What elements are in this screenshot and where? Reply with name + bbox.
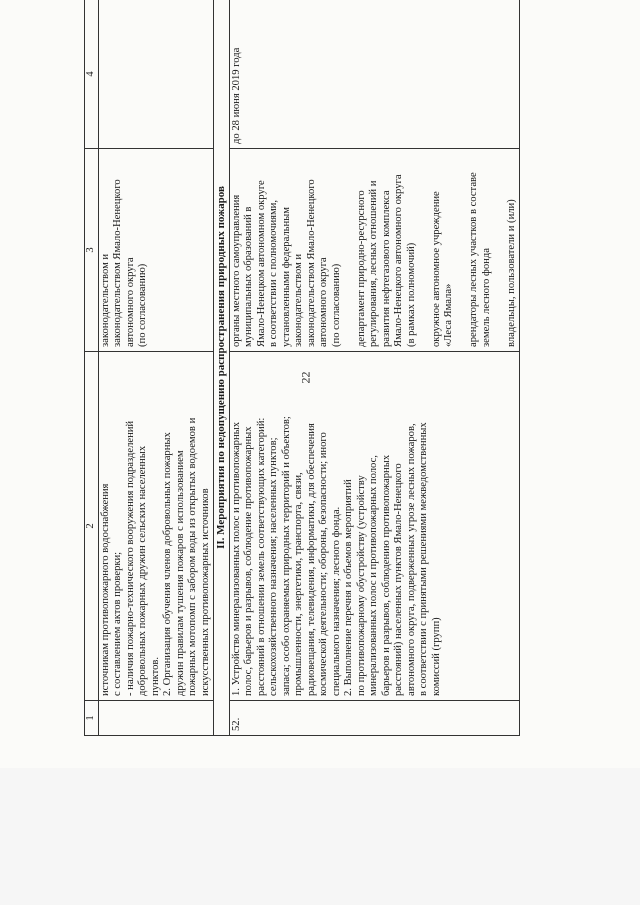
spacer (456, 153, 469, 347)
text-line: в соответствии с полномочиями, (268, 199, 279, 347)
text-line: - наличия пожарно-технического вооружения подразделений (124, 420, 136, 696)
text-line: законодательством и (293, 253, 304, 347)
header-row (85, 0, 99, 736)
text-line: регулирования, лесных отношений и (368, 180, 379, 347)
text-line: промышленности, энергетики, транспорта, связи, (293, 472, 304, 696)
text-line: добровольных пожарных дружин сельских населенных (137, 445, 148, 696)
text-line: департамент природно-ресурсного (355, 190, 367, 347)
text-line: 2. Выполнение перечня и объемов мероприятий (343, 479, 354, 696)
text-line: (по согласованию) (330, 263, 342, 347)
cell-measures-52 (229, 352, 520, 701)
table-row-continued (98, 0, 214, 736)
text-line: законодательством и (99, 253, 111, 347)
text-line: развития нефтегазового комплекса (380, 190, 392, 347)
text-line: минерализованных полос и противопожарных полос, (368, 455, 379, 696)
cell-num-continued (98, 701, 214, 736)
measures-table (84, 0, 520, 736)
text-line: пожарных мотопомп с забором воды из открытых водоемов и (187, 417, 198, 696)
table-row-52 (229, 0, 520, 736)
text-line: источникам противопожарного водоснабжения (99, 483, 111, 696)
spacer (493, 153, 506, 347)
section-title: II. Мероприятия по недопущению распространения природных пожаров (214, 0, 230, 736)
page-number: 22 (298, 371, 313, 384)
rotated-table-container (84, 36, 640, 736)
text-line: комиссий (групп) (430, 617, 442, 696)
text-line: полос, барьеров и разрывов, соблюдение противопожарных (243, 426, 254, 696)
text-line: (по согласованию) (137, 263, 148, 347)
cell-deadline-continued (98, 0, 214, 149)
text-line: Ямало-Ненецком автономном округе (255, 180, 267, 347)
text-line: 1. Устройство минерализованных полос и противопожарных (230, 421, 242, 696)
text-line: 2. Организация обучения членов добровольных пожарных (162, 432, 173, 696)
text-line: муниципальных образований в (243, 206, 254, 347)
text-line: автономного округа (124, 257, 136, 347)
text-line: космической деятельности; обороны, безопасности; иного (318, 432, 329, 696)
text-line: законодательством Ямало-Ненецкого (112, 179, 123, 347)
cell-responsible-continued (98, 149, 214, 352)
cell-deadline-52: до 28 июня 2019 года (229, 0, 520, 149)
text-line: Ямало-Ненецкого автономного округа (393, 174, 404, 347)
spacer (418, 153, 431, 347)
column-header-3: 3 (85, 149, 99, 352)
text-line: расстояний в отношении земель соответствующих категорий: (255, 417, 267, 696)
text-line: владельцы, пользователи и (или) (505, 199, 517, 347)
text-line: пунктов. (149, 656, 161, 696)
column-header-2: 2 (85, 352, 99, 701)
text-line: установленными федеральным (280, 207, 292, 347)
text-line: искусственных противопожарных источников (199, 488, 211, 696)
text-line: по противопожарному обустройству (устройству (355, 475, 367, 696)
text-line: барьеров и разрывов, соблюдению противопожарных (380, 454, 392, 696)
text-line: законодательством Ямало-Ненецкого (305, 179, 317, 347)
text-line: органы местного самоуправления (230, 194, 242, 347)
text-line: запаса; особо охраняемых природных территорий и объектов; (280, 416, 292, 696)
text-line: земель лесного фонда (480, 248, 492, 347)
text-line: автономного округа (318, 257, 329, 347)
text-line: сельскохозяйственного назначения; населенных пунктов; (268, 437, 279, 696)
text-line: в соответствии с принятыми решениями межведомственных (418, 422, 429, 696)
text-line: арендаторы лесных участков в составе (468, 172, 479, 347)
row-number: 52. (229, 701, 520, 736)
cell-responsible-52 (229, 149, 520, 352)
text-line: «Леса Ямала» (443, 283, 454, 347)
text-line: (в рамках полномочий) (405, 242, 417, 347)
column-header-4: 4 (85, 0, 99, 149)
text-line: специального назначения; лесного фонда. (330, 506, 342, 696)
section-row (214, 0, 230, 736)
text-line: дружин правилам тушения пожаров с использованием (174, 450, 186, 696)
text-line: радиовещания, телевидения, информатики, для обеспечения (305, 423, 317, 696)
text-line: с составлением актов проверки; (112, 551, 123, 696)
text-line: окружное автономное учреждение (430, 191, 442, 347)
cell-measures-continued (98, 352, 214, 701)
text-line: расстояний) населенных пунктов Ямало-Ненецкого (393, 463, 404, 696)
text-line: автономного округа, подверженных угрозе лесных пожаров, (405, 423, 417, 696)
column-header-1: 1 (85, 701, 99, 736)
spacer (343, 153, 356, 347)
scan-background (0, 768, 640, 905)
